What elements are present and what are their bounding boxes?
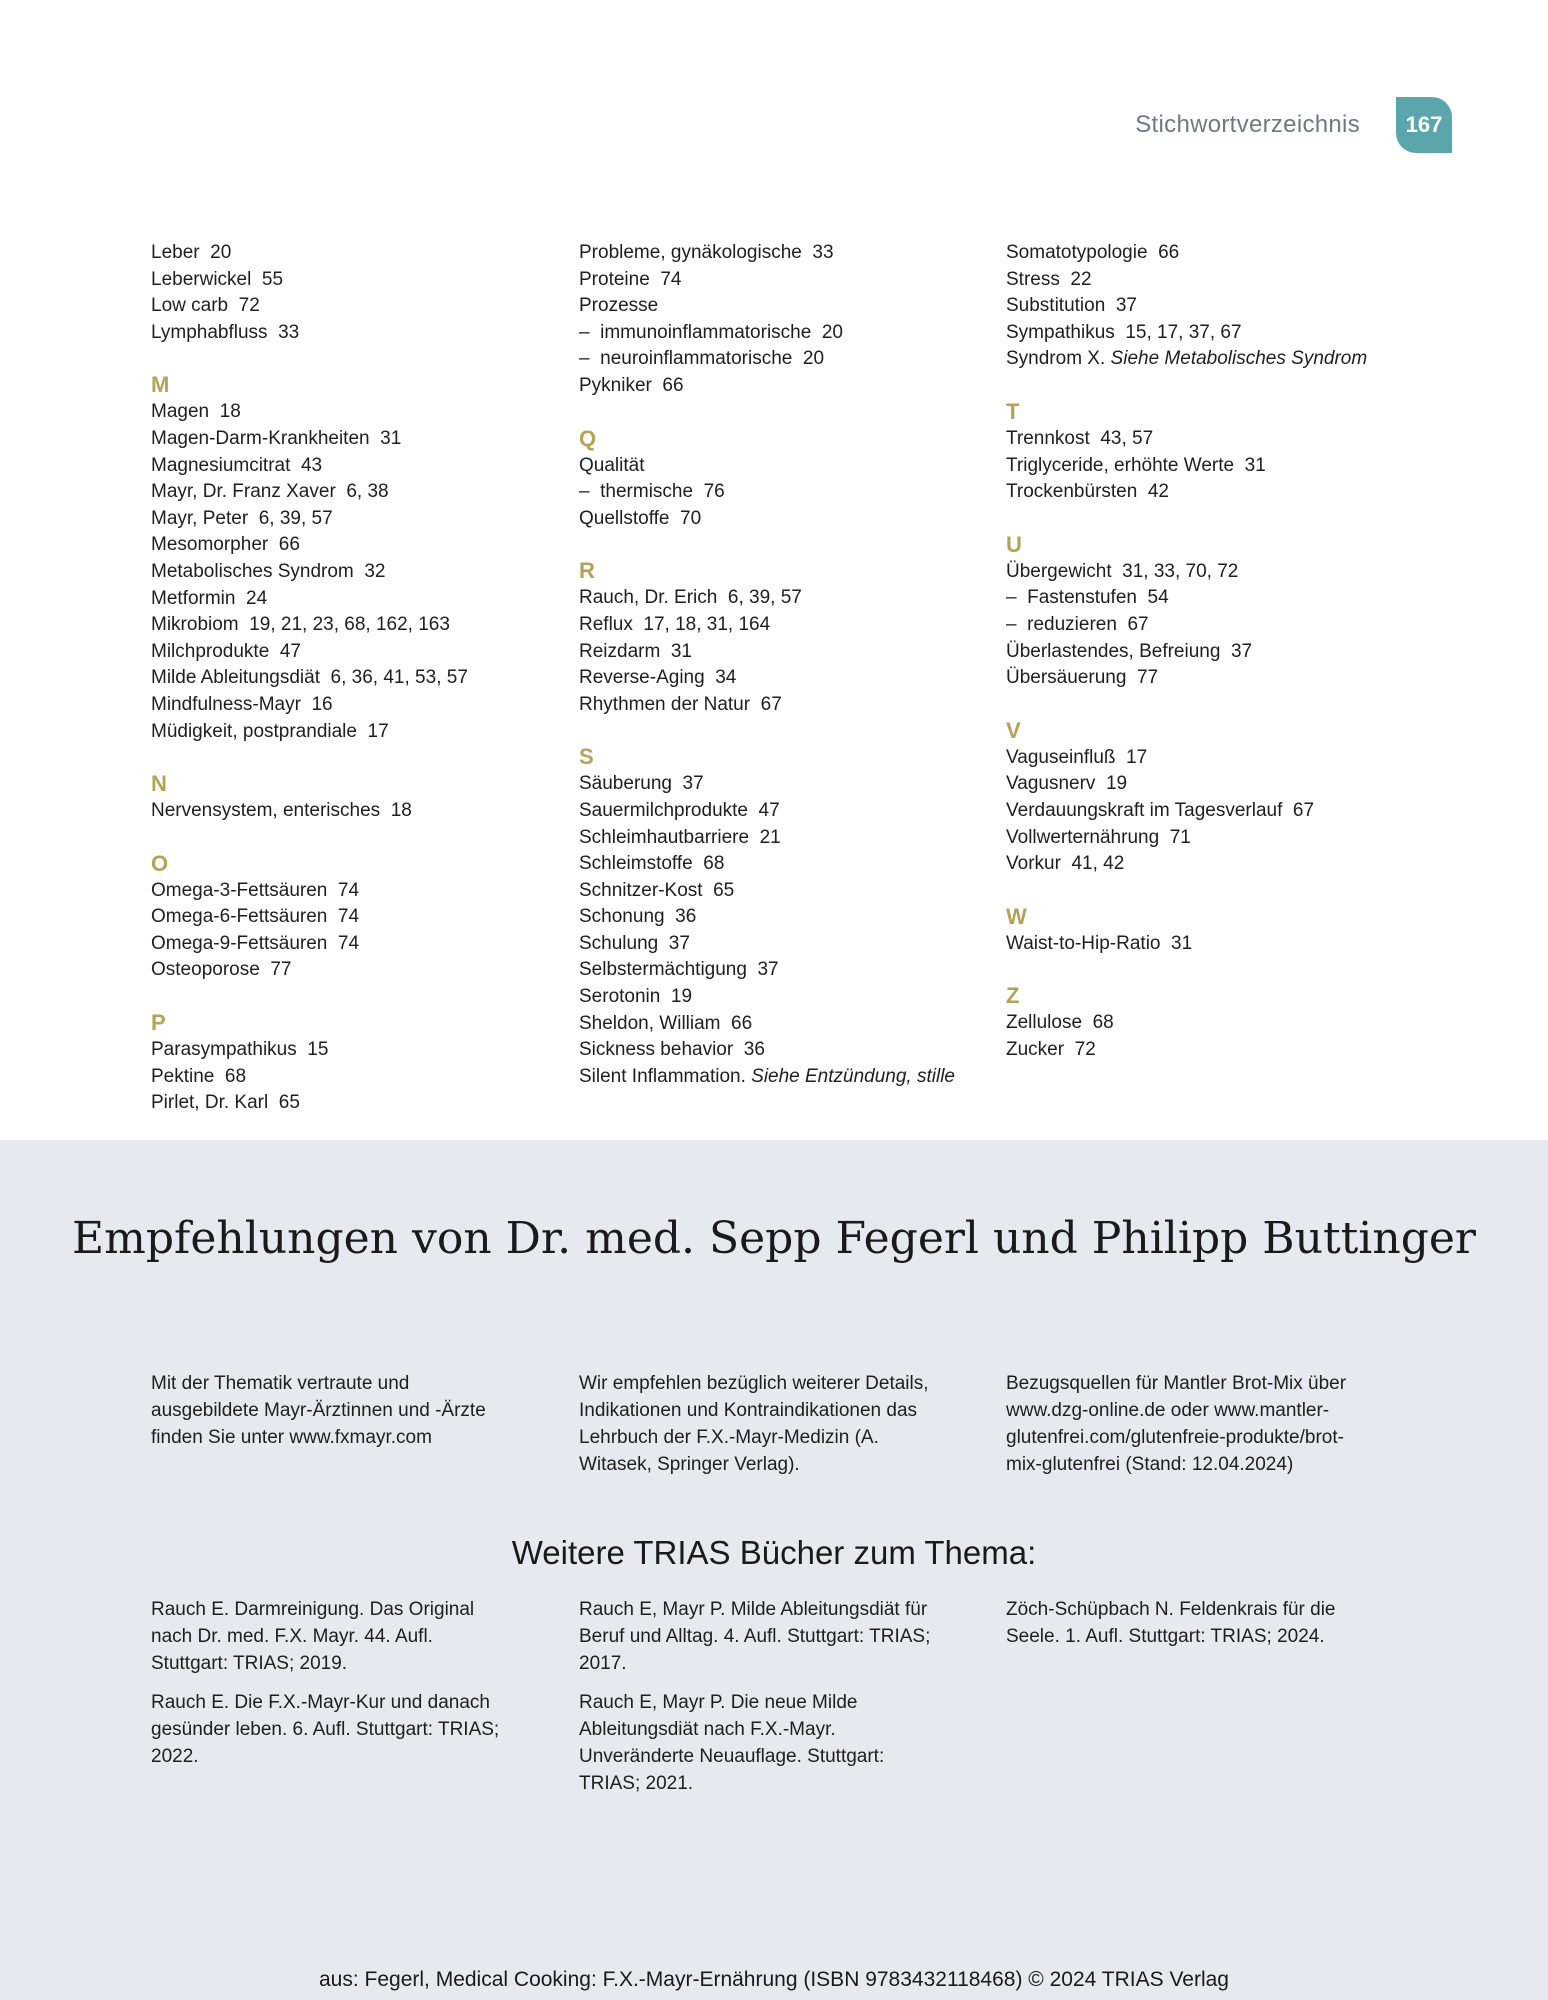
index-entry: Säuberung 37 <box>579 773 704 795</box>
index-see-reference: Siehe Metabolisches Syndrom <box>1110 348 1368 370</box>
books-column-3 <box>1006 1596 1366 1662</box>
index-entry: Magen-Darm-Krankheiten 31 <box>151 427 402 449</box>
index-letter-heading: O <box>151 850 169 876</box>
index-entry: Sympathikus 15, 17, 37, 67 <box>1006 321 1242 343</box>
index-entry: Parasympathikus 15 <box>151 1039 329 1061</box>
index-see-reference: Siehe Entzündung, stille <box>751 1065 956 1087</box>
index-letter-heading: M <box>151 372 170 398</box>
books-column-2 <box>579 1596 939 1809</box>
index-entry <box>1006 346 1416 373</box>
book-reference: Rauch E, Mayr P. Die neue Milde Ableitungsdiät nach F.X.-Mayr. Unveränderte Neuauflage. Stuttgart: TRIAS; 2021. <box>579 1692 885 1794</box>
recommendation-text-1: Mit der Thematik vertraute und ausgebildete Mayr-Ärztinnen und -Ärzte finden Sie unter www.fxmayr.com <box>151 1373 486 1448</box>
index-letter-heading: U <box>1006 531 1022 557</box>
index-entry: Reflux 17, 18, 31, 164 <box>579 613 771 635</box>
index-entry: Schleimstoffe 68 <box>579 853 725 875</box>
page-header <box>1135 96 1452 154</box>
index-entry: Serotonin 19 <box>579 986 693 1008</box>
index-entry: Omega-3-Fettsäuren 74 <box>151 879 360 901</box>
index-letter-heading: R <box>579 558 595 584</box>
index-entry: Omega-6-Fettsäuren 74 <box>151 906 360 928</box>
index-letter-heading: V <box>1006 717 1021 743</box>
book-reference: Zöch-Schüpbach N. Feldenkrais für die Seele. 1. Aufl. Stuttgart: TRIAS; 2024. <box>1006 1599 1336 1647</box>
book-reference: Rauch E, Mayr P. Milde Ableitungsdiät für Beruf und Alltag. 4. Aufl. Stuttgart: TRIAS; 2017. <box>579 1599 931 1674</box>
index-entry: Probleme, gynäkologische 33 <box>579 242 834 263</box>
index-entry: Metformin 24 <box>151 587 268 609</box>
index-letter-heading: N <box>151 771 167 797</box>
index-entry: Vagusnerv 19 <box>1006 773 1128 795</box>
index-entry: Pirlet, Dr. Karl 65 <box>151 1092 300 1114</box>
index-entry: Qualität <box>579 454 645 476</box>
index-entry: Schonung 36 <box>579 906 697 928</box>
index-entry: Rauch, Dr. Erich 6, 39, 57 <box>579 587 802 609</box>
index-entry <box>579 1064 989 1091</box>
index-entry: Selbstermächtigung 37 <box>579 959 779 981</box>
index-entry: Low carb 72 <box>151 295 260 317</box>
index-entry: Somatotypologie 66 <box>1006 242 1180 263</box>
index-entry: Zucker 72 <box>1006 1038 1096 1060</box>
book-reference: Rauch E. Darmreinigung. Das Original nach Dr. med. F.X. Mayr. 44. Aufl. Stuttgart: TRIAS; 2019. <box>151 1599 475 1674</box>
index-entry: Sheldon, William 66 <box>579 1012 753 1034</box>
index-entry: Mesomorpher 66 <box>151 534 300 556</box>
index-entry: Sauermilchprodukte 47 <box>579 799 780 821</box>
index-entry: Vaguseinfluß 17 <box>1006 746 1148 768</box>
index-entry: Überlastendes, Befreiung 37 <box>1006 640 1253 662</box>
index-entry: Milchprodukte 47 <box>151 640 301 662</box>
index-letter-heading: P <box>151 1010 166 1036</box>
index-letter-heading: W <box>1006 903 1027 929</box>
books-column-1 <box>151 1596 511 1782</box>
index-entry-term: Syndrom X. <box>1006 348 1111 370</box>
section-title: Stichwortverzeichnis <box>1135 111 1360 138</box>
index-letter-heading: Z <box>1006 983 1020 1009</box>
index-entry: Omega-9-Fettsäuren 74 <box>151 932 360 954</box>
index-entry: Pektine 68 <box>151 1065 247 1087</box>
index-entry: Vollwerternährung 71 <box>1006 826 1191 848</box>
index-entry: Nervensystem, enterisches 18 <box>151 800 412 822</box>
index-entry: Milde Ableitungsdiät 6, 36, 41, 53, 57 <box>151 667 468 689</box>
index-entry: – neuroinflammatorische 20 <box>579 348 825 370</box>
index-entry: Leberwickel 55 <box>151 268 284 290</box>
index-entry: Proteine 74 <box>579 268 682 290</box>
index-entry: Leber 20 <box>151 242 232 263</box>
index-entry: Metabolisches Syndrom 32 <box>151 560 386 582</box>
index-entry: Verdauungskraft im Tagesverlauf 67 <box>1006 799 1315 821</box>
index-entry: Osteoporose 77 <box>151 959 292 981</box>
recommendation-text-3: Bezugsquellen für Mantler Brot-Mix über www.dzg-online.de oder www.mantler-glutenfrei.com/glutenfreie-produkte/brot-mix-glutenfrei (Stand: 12.04.2024) <box>1006 1373 1347 1475</box>
index-entry: Quellstoffe 70 <box>579 507 702 529</box>
index-entry: Mayr, Dr. Franz Xaver 6, 38 <box>151 481 389 503</box>
index-entry: Müdigkeit, postprandiale 17 <box>151 720 389 742</box>
index-entry: Vorkur 41, 42 <box>1006 853 1125 875</box>
index-entry-term: Silent Inflammation. <box>579 1065 752 1087</box>
index-entry: – Fastenstufen 54 <box>1006 587 1169 609</box>
book-reference: Rauch E. Die F.X.-Mayr-Kur und danach gesünder leben. 6. Aufl. Stuttgart: TRIAS; 2022. <box>151 1692 500 1767</box>
recommendations-title: Empfehlungen von Dr. med. Sepp Fegerl und Philipp Buttinger <box>72 1213 1476 1264</box>
index-entry: Reverse-Aging 34 <box>579 667 737 689</box>
index-entry: Übergewicht 31, 33, 70, 72 <box>1006 560 1239 582</box>
index-entry: – reduzieren 67 <box>1006 613 1149 635</box>
index-entry: Schnitzer-Kost 65 <box>579 879 735 901</box>
index-entry: Übersäuerung 77 <box>1006 667 1159 689</box>
index-column-1 <box>151 240 561 1117</box>
index-entry: Pykniker 66 <box>579 374 684 396</box>
index-entry: Mayr, Peter 6, 39, 57 <box>151 507 333 529</box>
index-entry: – thermische 76 <box>579 481 725 503</box>
index-entry: Trennkost 43, 57 <box>1006 427 1154 449</box>
index-entry: Waist-to-Hip-Ratio 31 <box>1006 932 1193 954</box>
index-entry: Triglyceride, erhöhte Werte 31 <box>1006 454 1266 476</box>
index-entry: Mikrobiom 19, 21, 23, 68, 162, 163 <box>151 614 450 636</box>
index-entry: Magnesiumcitrat 43 <box>151 454 323 476</box>
index-entry: Schulung 37 <box>579 932 690 954</box>
index-entry: Rhythmen der Natur 67 <box>579 693 782 715</box>
books-title: Weitere TRIAS Bücher zum Thema: <box>511 1534 1037 1571</box>
index-entry: Magen 18 <box>151 401 241 423</box>
index-entry: Schleimhautbarriere 21 <box>579 826 781 848</box>
index-entry: – immunoinflammatorische 20 <box>579 321 843 343</box>
index-entry: Stress 22 <box>1006 268 1092 290</box>
source-footer: aus: Fegerl, Medical Cooking: F.X.-Mayr-Ernährung (ISBN 9783432118468) © 2024 TRIAS Verlag <box>318 1968 1229 1991</box>
index-entry: Lymphabfluss 33 <box>151 321 300 343</box>
index-letter-heading: T <box>1006 398 1020 424</box>
index-entry: Mindfulness-Mayr 16 <box>151 693 333 715</box>
index-column-3 <box>1006 240 1416 1063</box>
index-entry: Zellulose 68 <box>1006 1012 1114 1034</box>
index-entry: Sickness behavior 36 <box>579 1039 765 1061</box>
recommendation-text-2: Wir empfehlen bezüglich weiterer Details, Indikationen und Kontraindikationen das Lehrbuch der F.X.-Mayr-Medizin (A. Witasek, Springer Verlag). <box>579 1373 929 1475</box>
index-entry: Prozesse <box>579 295 659 317</box>
page-number-badge: 167 <box>1396 97 1452 153</box>
index-letter-heading: S <box>579 744 594 770</box>
keyword-index <box>151 240 1451 1120</box>
index-column-2 <box>579 240 989 1090</box>
index-letter-heading: Q <box>579 425 597 451</box>
index-entry: Substitution 37 <box>1006 295 1137 317</box>
index-entry: Trockenbürsten 42 <box>1006 481 1169 503</box>
index-entry: Reizdarm 31 <box>579 640 692 662</box>
